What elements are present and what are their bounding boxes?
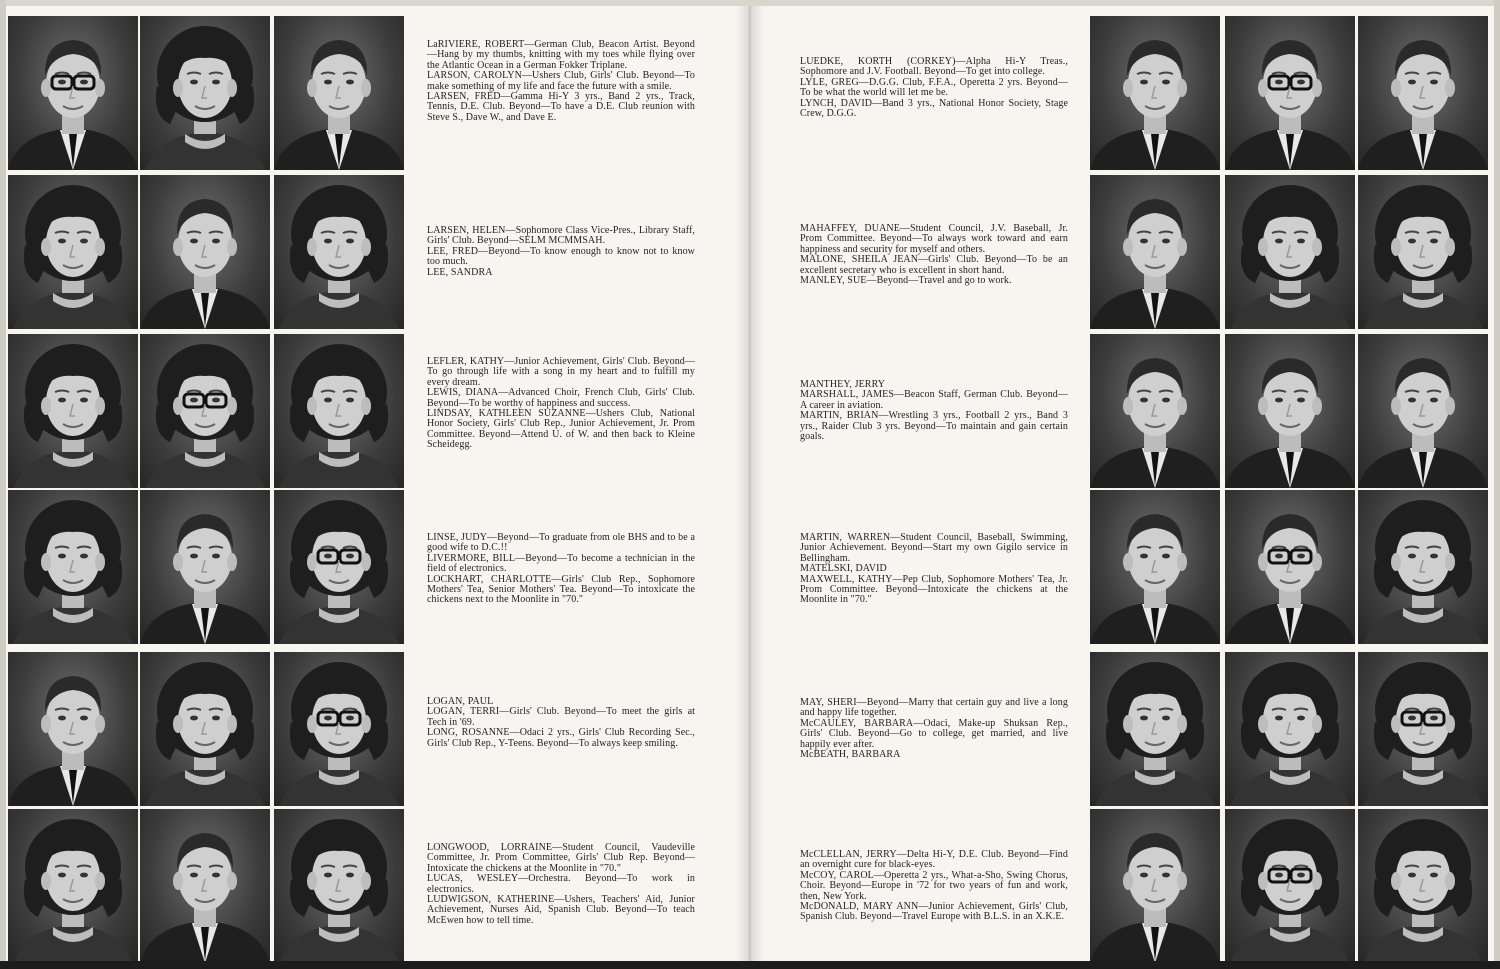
left-portrait-photo xyxy=(274,334,404,488)
right-caption-block xyxy=(800,57,1068,119)
left-page xyxy=(0,0,748,969)
left-portrait-photo xyxy=(8,809,138,963)
right-caption-block xyxy=(800,380,1068,442)
right-portrait-photo xyxy=(1090,490,1220,644)
right-portrait-photo xyxy=(1090,652,1220,806)
student-entry: MAY, SHERI—Beyond—Marry that certain guy and live a long and happy life together. xyxy=(800,697,1068,719)
left-portrait-photo xyxy=(140,175,270,329)
student-entry: MARTIN, WARREN—Student Council, Baseball, Swimming, Junior Achievement. Beyond—Start my own Gigilo service in Bellingham. xyxy=(800,532,1068,564)
right-page xyxy=(750,0,1500,969)
left-caption-block xyxy=(427,40,695,123)
student-entry: LONG, ROSANNE—Odaci 2 yrs., Girls' Club Recording Sec., Girls' Club Rep., Y-Teens. Beyond—To always keep smiling. xyxy=(427,727,695,749)
student-entry: LINDSAY, KATHLEEN SUZANNE—Ushers Club, National Honor Society, Girls' Club Rep., Junior Achievement, Jr. Prom Committee. Beyond—Attend U. of W. and then back to Kleine Scheidegg. xyxy=(427,408,695,451)
right-portrait-photo xyxy=(1090,16,1220,170)
left-portrait-photo xyxy=(274,809,404,963)
student-entry: McCAULEY, BARBARA—Odaci, Make-up Shuksan Rep., Girls' Club. Beyond—Go to college, get married, and live happily ever after. xyxy=(800,717,1068,750)
student-entry: McCLELLAN, JERRY—Delta Hi-Y, D.E. Club. Beyond—Find an overnight cure for black-eyes. xyxy=(800,849,1068,871)
student-entry: LEFLER, KATHY—Junior Achievement, Girls' Club. Beyond—To go through life with a song in my heart and to fulfill my every dream. xyxy=(427,356,695,388)
student-entry: MAXWELL, KATHY—Pep Club, Sophomore Mothers' Tea, Jr. Prom Committee. Beyond—Intoxicate the chickens at the Moonlite in "70." xyxy=(800,573,1068,606)
student-entry: LEE, FRED—Beyond—To know enough to know not to know too much. xyxy=(427,245,695,268)
student-entry: LONGWOOD, LORRAINE—Student Council, Vaudeville Committee, Jr. Prom Committee, Girls' Club Rep. Beyond—Intoxicate the chickens at the Moonlite in "70." xyxy=(427,842,695,874)
student-entry: MARTIN, BRIAN—Wrestling 3 yrs., Football 2 yrs., Band 3 yrs., Raider Club 3 yrs. Beyond—To maintain and gain certain goals. xyxy=(800,410,1068,443)
right-caption-block xyxy=(800,850,1068,923)
student-entry: MARSHALL, JAMES—Beacon Staff, German Club. Beyond—A career in aviation. xyxy=(800,389,1068,411)
student-entry: McCOY, CAROL—Operetta 2 yrs., What-a-Sho, Swing Chorus, Choir. Beyond—Europe in '72 for two years of fun and work, then, New York. xyxy=(800,869,1068,902)
right-portrait-photo xyxy=(1358,809,1488,963)
left-portrait-photo xyxy=(140,652,270,806)
left-portrait-photo xyxy=(8,16,138,170)
left-caption-block xyxy=(427,357,695,451)
right-caption-block xyxy=(800,533,1068,606)
student-entry: McDONALD, MARY ANN—Junior Achievement, Girls' Club, Spanish Club. Beyond—Travel Europe with B.L.S. in an X.K.E. xyxy=(800,901,1068,923)
left-portrait-photo xyxy=(8,334,138,488)
left-portrait-photo xyxy=(274,16,404,170)
student-entry: McBEATH, BARBARA xyxy=(800,749,901,761)
left-portrait-photo xyxy=(140,809,270,963)
right-portrait-photo xyxy=(1358,490,1488,644)
student-entry: LUCAS, WESLEY—Orchestra. Beyond—To work in electronics. xyxy=(427,873,695,895)
page-edge-right xyxy=(1494,0,1500,969)
left-portrait-photo xyxy=(8,175,138,329)
left-portrait-photo xyxy=(8,490,138,644)
right-portrait-photo xyxy=(1358,652,1488,806)
right-portrait-photo xyxy=(1225,334,1355,488)
right-portrait-photo xyxy=(1090,334,1220,488)
right-portrait-photo xyxy=(1225,490,1355,644)
right-portrait-photo xyxy=(1358,175,1488,329)
left-portrait-photo xyxy=(274,652,404,806)
right-portrait-photo xyxy=(1225,809,1355,963)
left-portrait-photo xyxy=(274,175,404,329)
left-caption-block xyxy=(427,226,695,278)
right-caption-block xyxy=(800,698,1068,760)
left-portrait-photo xyxy=(140,334,270,488)
left-portrait-photo xyxy=(8,652,138,806)
student-entry: MANTHEY, JERRY xyxy=(800,379,886,390)
student-entry: LaRIVIERE, ROBERT—German Club, Beacon Artist. Beyond—Hang by my thumbs, knitting with my toes while flying over the Atlantic Ocean in a German Fokker Triplane. xyxy=(427,39,695,71)
student-entry: LYNCH, DAVID—Band 3 yrs., National Honor Society, Stage Crew, D.G.G. xyxy=(800,97,1068,120)
student-entry: LUEDKE, KORTH (CORKEY)—Alpha Hi-Y Treas., Sophomore and J.V. Football. Beyond—To get into college. xyxy=(800,56,1068,78)
student-entry: MANLEY, SUE—Beyond—Travel and go to work. xyxy=(800,275,1012,287)
student-entry: LOGAN, PAUL xyxy=(427,696,494,707)
right-portrait-photo xyxy=(1358,16,1488,170)
student-entry: LOGAN, TERRI—Girls' Club. Beyond—To meet the girls at Tech in '69. xyxy=(427,706,695,728)
left-portrait-photo xyxy=(140,490,270,644)
student-entry: LARSEN, FRED—Gamma Hi-Y 3 yrs., Band 2 yrs., Track, Tennis, D.E. Club. Beyond—To have a D.E. Club reunion with Steve S., Dave W., and Dave E. xyxy=(427,91,695,123)
student-entry: LUDWIGSON, KATHERINE—Ushers, Teachers' Aid, Junior Achievement, Nurses Aid, Spanish Club. Beyond—To teach McEwen how to tell time. xyxy=(427,894,695,926)
right-portrait-photo xyxy=(1090,809,1220,963)
right-portrait-photo xyxy=(1090,175,1220,329)
student-entry: LARSON, CAROLYN—Ushers Club, Girls' Club. Beyond—To make something of my life and face the future with a smile. xyxy=(427,70,695,92)
book-gutter xyxy=(736,0,764,969)
left-portrait-photo xyxy=(140,16,270,170)
student-entry: LYLE, GREG—D.G.G. Club, F.F.A., Operetta 2 yrs. Beyond—To be what the world will let me be. xyxy=(800,76,1068,99)
student-entry: MAHAFFEY, DUANE—Student Council, J.V. Baseball, Jr. Prom Committee. Beyond—To always work toward and earn happiness and security for myself and others. xyxy=(800,223,1068,255)
student-entry: MATELSKI, DAVID xyxy=(800,563,887,575)
student-entry: LOCKHART, CHARLOTTE—Girls' Club Rep., Sophomore Mothers' Tea, Senior Mothers' Tea. Beyond—To intoxicate the chickens next to the Moonlite in "70." xyxy=(427,573,695,606)
left-portrait-photo xyxy=(274,490,404,644)
right-portrait-photo xyxy=(1225,652,1355,806)
left-caption-block xyxy=(427,533,695,606)
student-entry: LINSE, JUDY—Beyond—To graduate from ole BHS and to be a good wife to D.C.!! xyxy=(427,532,695,554)
right-caption-block xyxy=(800,224,1068,286)
student-entry: LEWIS, DIANA—Advanced Choir, French Club, Girls' Club. Beyond—To be worthy of happiness and success. xyxy=(427,387,695,409)
left-caption-block xyxy=(427,697,695,749)
student-entry: MALONE, SHEILA JEAN—Girls' Club. Beyond—To be an excellent secretary who is excellent in short hand. xyxy=(800,254,1068,276)
page-edge-bottom xyxy=(0,961,1500,969)
left-caption-block xyxy=(427,843,695,926)
student-entry: LIVERMORE, BILL—Beyond—To become a technician in the field of electronics. xyxy=(427,552,695,575)
student-entry: LARSEN, HELEN—Sophomore Class Vice-Pres., Library Staff, Girls' Club. Beyond—SELM MCMMSAH. xyxy=(427,225,695,247)
student-entry: LEE, SANDRA xyxy=(427,266,493,278)
page-edge-top xyxy=(0,0,1500,6)
page-edge-left xyxy=(0,0,6,969)
right-portrait-photo xyxy=(1225,175,1355,329)
right-portrait-photo xyxy=(1225,16,1355,170)
right-portrait-photo xyxy=(1358,334,1488,488)
